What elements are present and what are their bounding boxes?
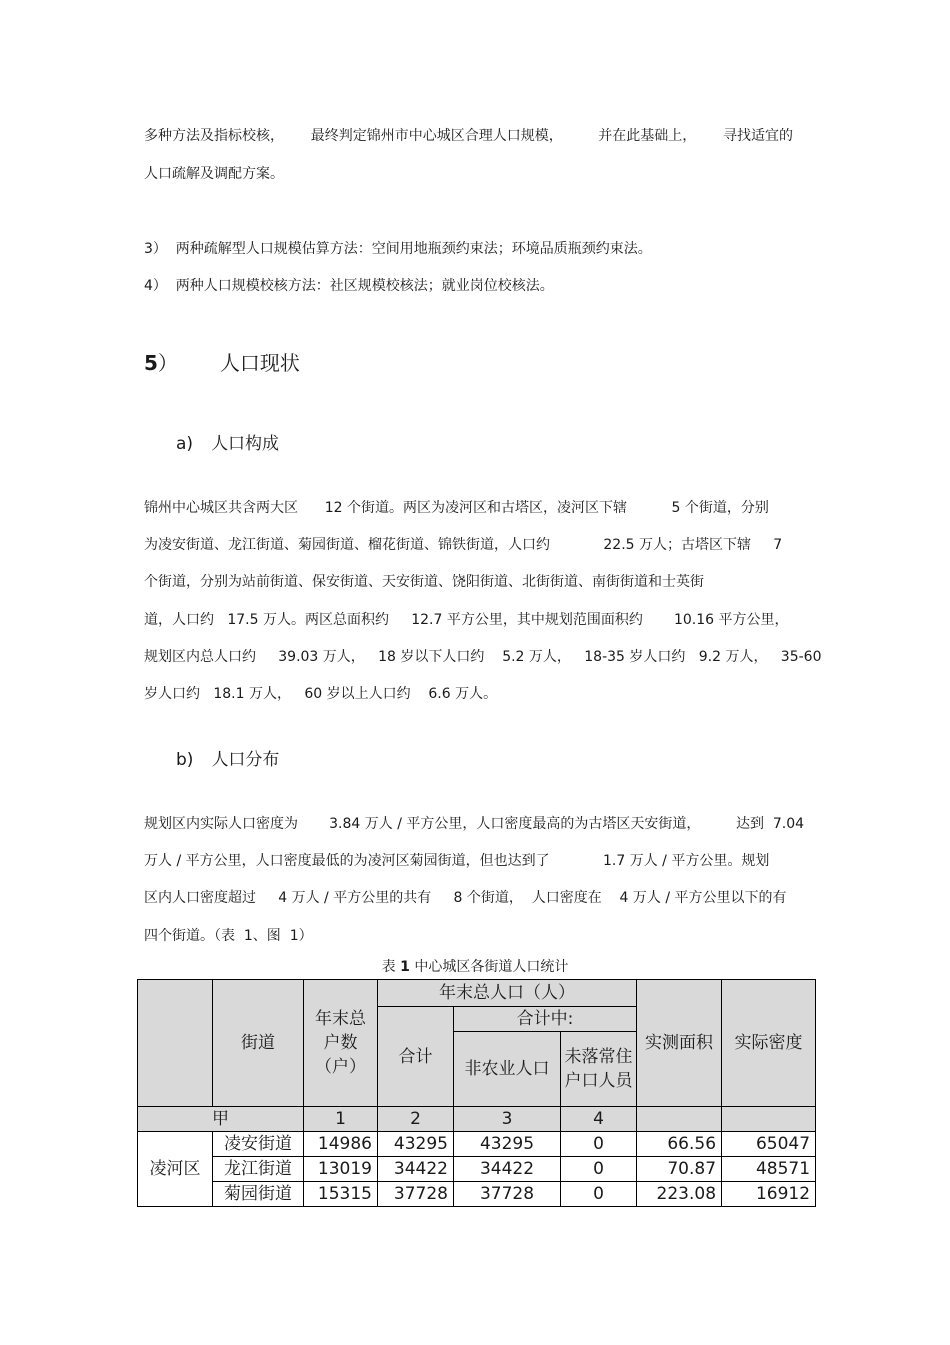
area-cell: 66.56 xyxy=(637,1132,722,1157)
section-5-number: 5 xyxy=(144,351,158,375)
nonagri-cell: 43295 xyxy=(454,1132,561,1157)
index-col-1: 1 xyxy=(304,1107,378,1132)
para-b-line: 规划区内实际人口密度为 3.84 万人 / 平方公里，人口密度最高的为古塔区天安街道， 达到 7.04 xyxy=(144,816,805,832)
table-caption-text: 中心城区各街道人口统计 xyxy=(414,959,569,975)
density-cell: 65047 xyxy=(722,1132,816,1157)
header-nonagri: 非农业人口 xyxy=(454,1032,561,1107)
header-density: 实际密度 xyxy=(722,980,816,1107)
total-cell: 34422 xyxy=(378,1157,454,1182)
header-total-population: 年末总人口（人） xyxy=(378,980,637,1007)
population-table xyxy=(137,979,816,1207)
header-sum: 合计 xyxy=(378,1007,454,1107)
para-b-line: 四个街道。（表 1、图 1） xyxy=(144,928,313,944)
section-5-heading xyxy=(144,350,300,376)
para-a-line: 为凌安街道、龙江街道、菊园街道、榴花街道、锦铁街道，人口约 22.5 万人；古塔区下辖 7 xyxy=(144,537,783,553)
index-col-blank xyxy=(722,1107,816,1132)
subsection-a-heading xyxy=(176,433,279,455)
table-row xyxy=(138,1132,816,1157)
area-cell: 70.87 xyxy=(637,1157,722,1182)
table-row xyxy=(138,1157,816,1182)
header-among: 合计中: xyxy=(454,1007,637,1032)
index-col-4: 4 xyxy=(561,1107,637,1132)
header-unregistered: 未落常住户口人员 xyxy=(561,1032,637,1107)
households-cell: 14986 xyxy=(304,1132,378,1157)
index-col-2: 2 xyxy=(378,1107,454,1132)
unregistered-cell: 0 xyxy=(561,1182,637,1207)
para-a-line: 道，人口约 17.5 万人。两区总面积约 12.7 平方公里，其中规划范围面积约 10.16 平方公里， xyxy=(144,612,789,628)
para-a-line: 锦州中心城区共含两大区 12 个街道。两区为凌河区和古塔区，凌河区下辖 5 个街道，分别 xyxy=(144,500,769,516)
subsection-a-title: 人口构成 xyxy=(211,434,280,454)
section-5-title: 人口现状 xyxy=(219,351,300,375)
header-street: 街道 xyxy=(213,980,304,1107)
district-cell: 凌河区 xyxy=(138,1132,213,1207)
total-cell: 37728 xyxy=(378,1182,454,1207)
subsection-b-title: 人口分布 xyxy=(211,750,280,770)
para-a-line: 岁人口约 18.1 万人， 60 岁以上人口约 6.6 万人。 xyxy=(144,686,498,702)
subsection-b-heading xyxy=(176,749,279,771)
section-5-paren: ） xyxy=(157,351,178,375)
para-a-line: 个街道，分别为站前街道、保安街道、天安街道、饶阳街道、北街街道、南街街道和士英街 xyxy=(144,574,704,590)
index-col-blank xyxy=(637,1107,722,1132)
unregistered-cell: 0 xyxy=(561,1157,637,1182)
nonagri-cell: 34422 xyxy=(454,1157,561,1182)
table-row xyxy=(138,1182,816,1207)
nonagri-cell: 37728 xyxy=(454,1182,561,1207)
method-item-4: 4） 两种人口规模校核方法：社区规模校核法；就业岗位校核法。 xyxy=(144,278,554,294)
para-b-line: 万人 / 平方公里，人口密度最低的为凌河区菊园街道，但也达到了 1.7 万人 / 平方公里。规划 xyxy=(144,853,770,869)
subsection-b-label: b) xyxy=(176,750,194,770)
street-cell: 菊园街道 xyxy=(213,1182,304,1207)
table-caption-prefix: 表 xyxy=(381,959,396,975)
header-area: 实测面积 xyxy=(637,980,722,1107)
index-row-label: 甲 xyxy=(138,1107,304,1132)
area-cell: 223.08 xyxy=(637,1182,722,1207)
street-cell: 龙江街道 xyxy=(213,1157,304,1182)
table-caption xyxy=(0,958,950,976)
density-cell: 16912 xyxy=(722,1182,816,1207)
header-households: 年末总户数（户） xyxy=(304,980,378,1107)
intro-line-1: 多种方法及指标校核， 最终判定锦州市中心城区合理人口规模， 并在此基础上， 寻找适宜的 xyxy=(144,128,794,144)
subsection-a-label: a) xyxy=(176,434,194,454)
table-caption-number: 1 xyxy=(400,959,410,975)
para-b-line: 区内人口密度超过 4 万人 / 平方公里的共有 8 个街道， 人口密度在 4 万人 / 平方公里以下的有 xyxy=(144,890,787,906)
street-cell: 凌安街道 xyxy=(213,1132,304,1157)
intro-line-2: 人口疏解及调配方案。 xyxy=(144,166,284,182)
header-blank xyxy=(138,980,213,1107)
density-cell: 48571 xyxy=(722,1157,816,1182)
method-item-3: 3） 两种疏解型人口规模估算方法：空间用地瓶颈约束法；环境品质瓶颈约束法。 xyxy=(144,241,652,257)
households-cell: 13019 xyxy=(304,1157,378,1182)
index-col-3: 3 xyxy=(454,1107,561,1132)
para-a-line: 规划区内总人口约 39.03 万人， 18 岁以下人口约 5.2 万人， 18-35 岁人口约 9.2 万人， 35-60 xyxy=(144,649,822,665)
households-cell: 15315 xyxy=(304,1182,378,1207)
unregistered-cell: 0 xyxy=(561,1132,637,1157)
total-cell: 43295 xyxy=(378,1132,454,1157)
